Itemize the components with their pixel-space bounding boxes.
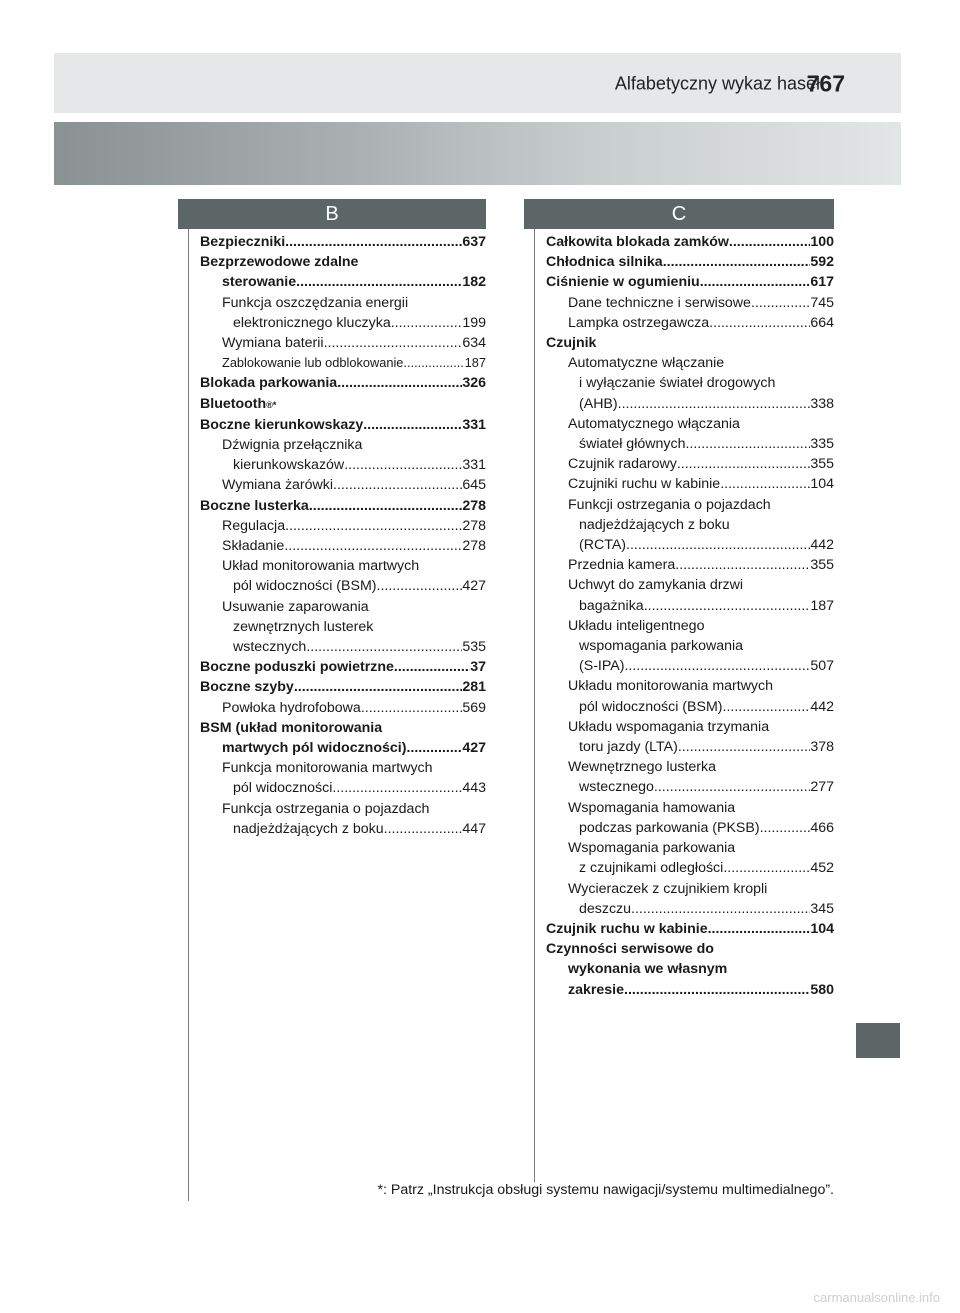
index-entry xyxy=(546,858,834,878)
dot-leader xyxy=(406,738,462,758)
page-reference[interactable]: 442 xyxy=(810,537,834,554)
index-entry xyxy=(200,496,486,516)
index-entry xyxy=(546,414,834,434)
index-column-c xyxy=(546,232,834,1000)
entry-text: Wymiana baterii xyxy=(222,335,324,352)
page-reference[interactable]: 355 xyxy=(810,456,834,473)
page-reference[interactable]: 427 xyxy=(462,740,486,757)
dot-leader xyxy=(306,637,462,657)
entry-text: sterowanie xyxy=(222,274,297,291)
index-entry xyxy=(546,879,834,899)
page-reference[interactable]: 281 xyxy=(462,679,486,696)
dot-leader xyxy=(631,899,810,919)
entry-text: (S-IPA) xyxy=(579,658,625,675)
entry-text: pól widoczności (BSM) xyxy=(579,698,723,715)
index-entry xyxy=(200,536,486,556)
entry-text: i wyłączanie świateł drogowych xyxy=(579,375,776,392)
dot-leader xyxy=(685,434,810,454)
index-entry xyxy=(200,475,486,495)
entry-text: wstecznego xyxy=(579,779,654,796)
dot-leader xyxy=(294,677,463,697)
entry-text: martwych pól widoczności) xyxy=(222,740,407,757)
index-entry xyxy=(546,818,834,838)
page-reference[interactable]: 664 xyxy=(810,314,834,331)
index-entry xyxy=(546,757,834,777)
section-header-c: C xyxy=(524,199,834,229)
entry-text: Regulacja xyxy=(222,517,286,534)
page-reference[interactable]: 187 xyxy=(810,597,834,614)
index-entry xyxy=(200,637,486,657)
dot-leader xyxy=(384,819,463,839)
page-reference[interactable]: 277 xyxy=(810,779,834,796)
entry-text: Boczne poduszki powietrzne xyxy=(200,659,394,676)
index-entry xyxy=(546,373,834,393)
index-entry xyxy=(200,738,486,758)
entry-text: Wymiana żarówki xyxy=(222,477,334,494)
page-reference[interactable]: 442 xyxy=(810,698,834,715)
dot-leader xyxy=(618,394,811,414)
index-entry xyxy=(200,313,486,333)
index-entry xyxy=(200,698,486,718)
index-entry xyxy=(200,617,486,637)
index-entry xyxy=(546,252,834,272)
dot-leader xyxy=(377,576,463,596)
entry-text: Usuwanie zaparowania xyxy=(222,598,369,615)
entry-text: Uchwyt do zamykania drzwi xyxy=(568,577,744,594)
dot-leader xyxy=(296,272,462,292)
page-reference[interactable]: 507 xyxy=(810,658,834,675)
entry-text: Automatycznego włączania xyxy=(568,415,740,432)
entry-text: Automatyczne włączanie xyxy=(568,355,725,372)
index-entry xyxy=(546,313,834,333)
dot-leader xyxy=(324,333,463,353)
page-reference[interactable]: 427 xyxy=(462,578,486,595)
entry-text: kierunkowskazów xyxy=(233,457,345,474)
page-reference[interactable]: 580 xyxy=(810,981,834,998)
index-entry xyxy=(546,656,834,676)
entry-text: Układu monitorowania martwych xyxy=(568,678,774,695)
index-entry xyxy=(200,415,486,435)
entry-text: Dźwignia przełącznika xyxy=(222,437,363,454)
index-entry xyxy=(546,394,834,414)
entry-text: Powłoka hydrofobowa xyxy=(222,699,361,716)
dot-leader xyxy=(391,313,463,333)
dot-leader xyxy=(760,818,811,838)
entry-text: Bluetooth xyxy=(200,395,267,412)
entry-text: Czynności serwisowe do xyxy=(546,941,714,958)
entry-text: elektronicznego kluczyka xyxy=(233,314,391,331)
page-reference[interactable]: 104 xyxy=(810,476,834,493)
entry-text: Funkcja monitorowania martwych xyxy=(222,760,433,777)
entry-text: Czujniki ruchu w kabinie xyxy=(568,476,721,493)
entry-text: zakresie xyxy=(568,981,625,998)
page-reference[interactable]: 331 xyxy=(462,457,486,474)
dot-leader xyxy=(678,737,811,757)
entry-text: Zablokowanie lub odblokowanie xyxy=(222,355,404,371)
page-reference[interactable]: 355 xyxy=(810,557,834,574)
index-entry xyxy=(546,555,834,575)
dot-leader xyxy=(361,698,463,718)
page-reference[interactable]: 345 xyxy=(810,900,834,917)
decorative-gradient-band xyxy=(54,122,901,185)
index-entry xyxy=(546,717,834,737)
entry-text: Blokada parkowania xyxy=(200,375,338,392)
index-entry xyxy=(200,333,486,353)
entry-text: Wewnętrznego lusterka xyxy=(568,759,716,776)
entry-text: Wspomagania hamowania xyxy=(568,799,736,816)
page-reference[interactable]: 745 xyxy=(810,294,834,311)
index-entry xyxy=(546,959,834,979)
page-reference[interactable]: 569 xyxy=(462,699,486,716)
dot-leader xyxy=(285,516,462,536)
dot-leader xyxy=(675,555,810,575)
index-entry xyxy=(200,435,486,455)
index-entry xyxy=(546,616,834,636)
dot-leader xyxy=(394,657,470,677)
index-entry xyxy=(200,677,486,697)
entry-text: Dane techniczne i serwisowe xyxy=(568,294,751,311)
index-column-b xyxy=(200,232,486,839)
dot-leader xyxy=(729,232,810,252)
index-entry xyxy=(546,272,834,292)
entry-superscript: ®* xyxy=(266,399,277,410)
index-entry xyxy=(546,434,834,454)
page-reference[interactable]: 617 xyxy=(810,274,834,291)
page-title: Alfabetyczny wykaz haseł xyxy=(614,73,820,94)
entry-text: Ciśnienie w ogumieniu xyxy=(546,274,700,291)
index-entry xyxy=(200,799,486,819)
page-reference[interactable]: 535 xyxy=(462,639,486,656)
entry-text: Bezprzewodowe zdalne xyxy=(200,254,359,271)
column-divider-c xyxy=(534,229,535,1182)
page-reference[interactable]: 326 xyxy=(462,375,486,392)
page-reference[interactable]: 338 xyxy=(810,395,834,412)
dot-leader xyxy=(723,858,810,878)
dot-leader xyxy=(700,272,811,292)
column-divider-b xyxy=(188,229,189,1201)
index-entry xyxy=(200,819,486,839)
entry-text: bagażnika xyxy=(579,597,644,614)
entry-text: świateł głównych xyxy=(579,436,686,453)
index-entry xyxy=(200,353,486,373)
dot-leader xyxy=(709,313,810,333)
page-reference[interactable]: 335 xyxy=(810,436,834,453)
dot-leader xyxy=(309,496,463,516)
entry-text: Układu wspomagania trzymania xyxy=(568,718,770,735)
page-reference[interactable]: 331 xyxy=(462,416,486,433)
index-entry xyxy=(200,556,486,576)
index-entry xyxy=(200,252,486,272)
page-reference[interactable]: 278 xyxy=(462,497,486,514)
entry-text: Czujnik ruchu w kabinie xyxy=(546,920,708,937)
entry-text: Czujnik xyxy=(546,335,597,352)
entry-text: Układ monitorowania martwych xyxy=(222,558,420,575)
section-header-b: B xyxy=(178,199,486,229)
dot-leader xyxy=(644,596,811,616)
entry-text: wspomagania parkowania xyxy=(579,638,744,655)
dot-leader xyxy=(337,373,462,393)
dot-leader xyxy=(751,293,810,313)
entry-text: Lampka ostrzegawcza xyxy=(568,314,710,331)
watermark: carmanualsonline.info xyxy=(813,1290,940,1305)
index-entry xyxy=(200,758,486,778)
index-entry xyxy=(200,657,486,677)
index-entry xyxy=(200,778,486,798)
entry-text: Boczne szyby xyxy=(200,679,294,696)
entry-text: wykonania we własnym xyxy=(568,961,728,978)
entry-text: Wspomagania parkowania xyxy=(568,840,736,857)
index-entry xyxy=(546,636,834,656)
entry-text: pól widoczności xyxy=(233,780,333,797)
index-entry xyxy=(200,272,486,292)
footnote: *: Patrz „Instrukcja obsługi systemu nawigacji/systemu multimedialnego”. xyxy=(377,1182,834,1198)
page-reference[interactable]: 592 xyxy=(810,254,834,271)
entry-text: wstecznych xyxy=(233,639,307,656)
page-reference[interactable]: 100 xyxy=(810,234,834,250)
index-entry xyxy=(546,737,834,757)
page-reference[interactable]: 466 xyxy=(810,819,834,836)
index-entry xyxy=(546,333,834,353)
dot-leader xyxy=(708,919,811,939)
index-entry xyxy=(546,293,834,313)
page-reference[interactable]: 182 xyxy=(462,274,486,291)
dot-leader xyxy=(624,656,810,676)
page-reference[interactable]: 645 xyxy=(462,477,486,494)
page-reference[interactable]: 634 xyxy=(462,335,486,352)
index-entry xyxy=(546,777,834,797)
entry-text: toru jazdy (LTA) xyxy=(579,739,678,756)
dot-leader xyxy=(363,415,462,435)
dot-leader xyxy=(654,777,810,797)
entry-text: Przednia kamera xyxy=(568,557,676,574)
index-entry xyxy=(546,495,834,515)
page-reference[interactable]: 278 xyxy=(462,517,486,534)
index-entry xyxy=(200,293,486,313)
index-entry xyxy=(200,232,486,252)
index-entry xyxy=(200,516,486,536)
entry-text: nadjeżdżających z boku xyxy=(233,820,384,837)
entry-text: Wycieraczek z czujnikiem kropli xyxy=(568,880,768,897)
entry-text: z czujnikami odległości xyxy=(579,860,724,877)
dot-leader xyxy=(333,475,462,495)
index-entry xyxy=(546,919,834,939)
page-reference[interactable]: 443 xyxy=(462,780,486,797)
entry-text: Funkcji ostrzegania o pojazdach xyxy=(568,496,771,513)
index-entry xyxy=(546,838,834,858)
entry-text: Bezpieczniki xyxy=(200,234,286,250)
page-reference[interactable]: 104 xyxy=(810,920,834,937)
entry-text: Chłodnica silnika xyxy=(546,254,663,271)
page-reference[interactable]: 37 xyxy=(470,659,486,676)
dot-leader xyxy=(723,697,811,717)
dot-leader xyxy=(284,536,462,556)
entry-text: Funkcja ostrzegania o pojazdach xyxy=(222,800,430,817)
entry-text: Układu inteligentnego xyxy=(568,617,705,634)
dot-leader xyxy=(332,778,462,798)
index-entry xyxy=(200,576,486,596)
page-reference[interactable]: 447 xyxy=(462,820,486,837)
entry-text: BSM (układ monitorowania xyxy=(200,719,383,736)
index-entry xyxy=(546,939,834,959)
entry-text: Całkowita blokada zamków xyxy=(546,234,729,250)
index-entry xyxy=(546,353,834,373)
index-entry xyxy=(200,597,486,617)
index-entry xyxy=(546,676,834,696)
index-entry xyxy=(546,798,834,818)
page-reference[interactable]: 637 xyxy=(462,234,486,250)
entry-text: (AHB) xyxy=(579,395,618,412)
page-number: 767 xyxy=(806,70,845,97)
dot-leader xyxy=(663,252,811,272)
entry-text: pól widoczności (BSM) xyxy=(233,578,377,595)
page-reference[interactable]: 187 xyxy=(464,355,486,371)
entry-text: Składanie xyxy=(222,538,285,555)
dot-leader xyxy=(403,353,464,373)
entry-text: Funkcja oszczędzania energii xyxy=(222,294,409,311)
index-entry xyxy=(546,899,834,919)
dot-leader xyxy=(677,454,811,474)
entry-text: Boczne kierunkowskazy xyxy=(200,416,364,433)
entry-text: Boczne lusterka xyxy=(200,497,309,514)
dot-leader xyxy=(624,980,810,1000)
dot-leader xyxy=(626,535,810,555)
entry-text: deszczu xyxy=(579,900,632,917)
entry-text: zewnętrznych lusterek xyxy=(233,618,374,635)
page-reference[interactable]: 452 xyxy=(810,860,834,877)
index-entry xyxy=(546,596,834,616)
dot-leader xyxy=(285,232,462,252)
index-entry xyxy=(200,373,486,393)
index-entry xyxy=(546,454,834,474)
entry-text: nadjeżdżających z boku xyxy=(579,516,730,533)
index-entry xyxy=(546,697,834,717)
index-entry xyxy=(546,535,834,555)
entry-text: podczas parkowania (PKSB) xyxy=(579,819,760,836)
page-reference[interactable]: 278 xyxy=(462,538,486,555)
page-reference[interactable]: 199 xyxy=(462,314,486,331)
index-entry xyxy=(546,515,834,535)
index-entry xyxy=(546,575,834,595)
dot-leader xyxy=(344,455,462,475)
index-entry xyxy=(200,718,486,738)
index-entry xyxy=(200,394,486,415)
index-entry xyxy=(546,980,834,1000)
index-entry xyxy=(546,232,834,252)
index-entry xyxy=(200,455,486,475)
chapter-tab[interactable] xyxy=(856,1023,900,1058)
index-entry xyxy=(546,474,834,494)
entry-text: (RCTA) xyxy=(579,537,627,554)
dot-leader xyxy=(720,474,810,494)
page-reference[interactable]: 378 xyxy=(810,739,834,756)
entry-text: Czujnik radarowy xyxy=(568,456,677,473)
